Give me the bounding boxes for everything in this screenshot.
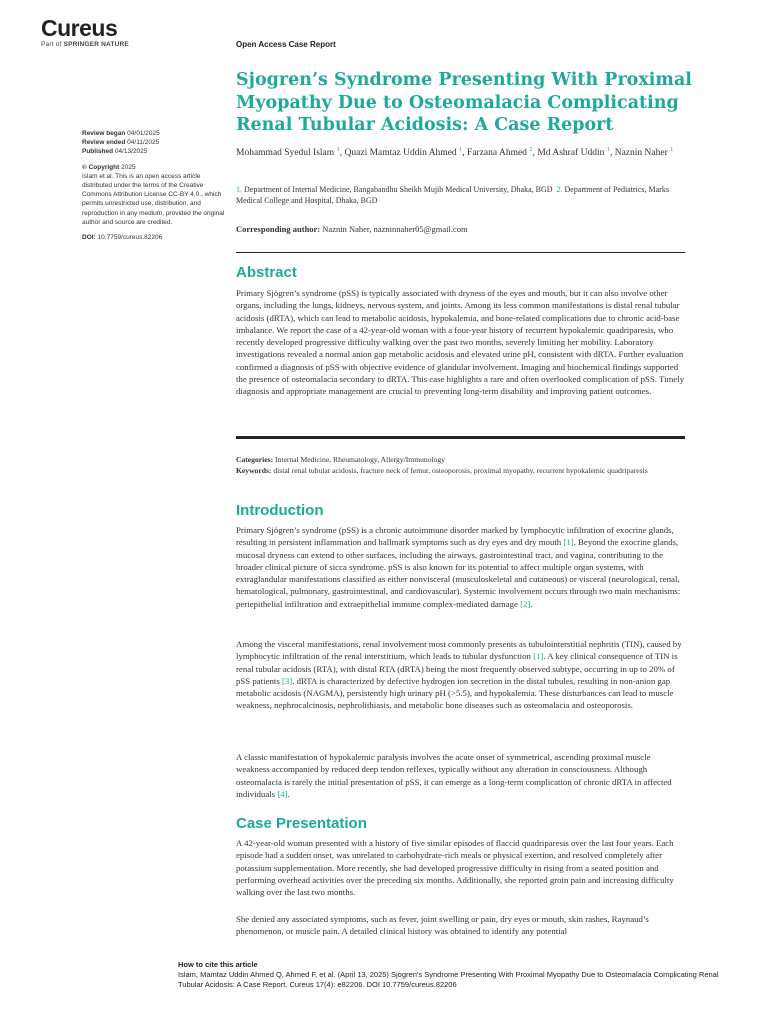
copyright: © Copyright 2025 <box>82 163 136 171</box>
corresponding-author-email[interactable]: Naznin Naher, nazninnaher05@gmail.com <box>322 224 468 234</box>
reference-link[interactable]: [2] <box>520 598 531 609</box>
keywords: Keywords: distal renal tubular acidosis, fracture neck of femur, osteoporosis, proximal myopathy, recurrent hypokalemic quadriparesis <box>236 466 648 475</box>
author[interactable]: Quazi Mamtaz Uddin Ahmed $^1$ <box>344 146 463 159</box>
reference-link[interactable]: [4] <box>277 788 288 799</box>
case-presentation-paragraph-2: She denied any associated symptoms, such as fever, joint swelling or pain, dry eyes or mouth, skin rashes, Raynaud’s phenomenon, or muscle pain. A detailed clinical history was obtained to identify any potential <box>236 914 649 937</box>
author[interactable]: Farzana Ahmed $^2$ <box>467 146 533 159</box>
logo-subtitle: Part of SPRINGER NATURE <box>41 41 129 48</box>
citation-heading: How to cite this article <box>178 960 258 969</box>
author[interactable]: Naznin Naher $^1$ <box>614 146 674 159</box>
article-metadata <box>82 129 227 242</box>
case-presentation-paragraph-1: A 42-year-old woman presented with a history of five similar episodes of flaccid quadriparesis over the last four years. Each episode had a sudden onset, was unrelated to carbohydrate-rich meals or physical exertion, and resolved completely after potassium supplementation. More recently, she had developed progressive difficulty in rising from a seated position and performing overhead activities over the preceding six months. Additionally, she reported groin pain and increasing difficulty walking over the last two months. <box>236 838 674 898</box>
review-began: Review began 04/01/2025 <box>82 130 160 137</box>
published-date: Published 04/13/2025 <box>82 148 148 156</box>
affiliations: 1. Department of Internal Medicine, Bangabandhu Sheikh Mujib Medical University, Dhaka, BGD 2. Department of Pediatrics, Marks Medical College and Hospital, Dhaka, BGD <box>236 185 669 205</box>
journal-logo <box>41 16 129 48</box>
reference-link[interactable]: [1] <box>563 537 574 548</box>
affiliation: Department of Pediatrics, Marks Medical College and Hospital, Dhaka, BGD <box>236 185 669 205</box>
doi: DOI: 10.7759/cureus.82206 <box>82 234 163 242</box>
citation-footer <box>178 960 738 990</box>
report-type: Open Access Case Report <box>236 40 336 49</box>
citation-text: Islam, Mamtaz Uddin Ahmed Q, Ahmed F, et al. (April 13, 2025) Sjogren’s Syndrome Presenting With Proximal Myopathy Due to Osteomalacia Complicating Renal Tubular Acidosis: A Case Report. Cureus 17(4): e82206. DOI 10.7759/cureus.82206 <box>178 970 719 989</box>
divider-thick <box>236 436 685 439</box>
logo-name: Cureus <box>41 15 118 41</box>
categories: Categories: Internal Medicine, Rheumatology, Allergy/Immunology <box>236 455 445 464</box>
article-title: Sjogren’s Syndrome Presenting With Proximal Myopathy Due to Osteomalacia Complicating Renal Tubular Acidosis: A Case Report <box>236 70 692 135</box>
abstract-heading: Abstract <box>236 264 297 281</box>
reference-link[interactable]: [1] <box>533 651 544 662</box>
introduction-paragraph-2: Among the visceral manifestations, renal involvement most commonly presents as tubulointerstitial nephritis (TIN), caused by lymphocytic infiltration of the renal interstitium, which leads to tubular dysfunction [1]. A key clinical consequence of TIN is renal tubular acidosis (RTA), with distal RTA (dRTA) being the most frequently observed subtype, occurring in up to 20% of pSS patients [3]. dRTA is characterized by defective hydrogen ion secretion in the distal tubules, resulting in non-anion gap metabolic acidosis (NAGMA), persistently high urinary pH (>5.5), and hypokalemia. These disturbances can lead to muscle weakness, nephrocalcinosis, nephrolithiasis, and metabolic bone diseases such as osteomalacia and osteoporosis. <box>236 639 682 711</box>
abstract-text: Primary Sjögren’s syndrome (pSS) is typically associated with dryness of the eyes and mouth, but it can also involve other organs, including the lungs, kidneys, nervous system, and joints. Among its less common manifestations is distal renal tubular acidosis (dRTA), which can lead to metabolic acidosis, hypokalemia, and bone-related complications due to chronic acid-base imbalance. We report the case of a 42-year-old woman with a four-year history of recurrent hypokalemic quadriparesis, who recently developed progressive difficulty walking over the past two months, severely limiting her mobility. Laboratory investigations revealed a normal anion gap metabolic acidosis and elevated urine pH, consistent with dRTA. Further evaluation confirmed a diagnosis of pSS with objective evidence of glandular involvement. Imaging and biochemical findings supported the presence of osteomalacia secondary to dRTA. This case highlights a rare and often overlooked complication of pSS. Timely diagnosis and appropriate management are crucial to preventing long-term disability and improving patient outcomes. <box>236 288 685 397</box>
introduction-heading: Introduction <box>236 502 324 519</box>
introduction-paragraph-1: Primary Sjögren’s syndrome (pSS) is a chronic autoimmune disorder marked by lymphocytic infiltration of exocrine glands, resulting in persistent inflammation and hallmark symptoms such as dry eyes and dry mouth [1]. Beyond the exocrine glands, mucosal dryness can extend to other surfaces, including the airways, gastrointestinal tract, and vagina, contributing to the broader clinical picture of sicca syndrome. pSS is also known for its potential to affect multiple organ systems, with extraglandular manifestations classified as either nonvisceral (musculoskeletal and cutaneous) or visceral (neurological, renal, hematological, pulmonary, gastrointestinal, and cardiovascular). Systemic involvement occurs through two main mechanisms: periepithelial infiltration and extraepithelial immune complex-mediated damage [2]. <box>236 525 681 609</box>
author[interactable]: Mohammad Syedul Islam $^1$ <box>236 146 340 159</box>
doi-link[interactable]: 10.7759/cureus.82206 <box>97 234 163 242</box>
corresponding-author: Corresponding author: Naznin Naher, nazninnaher05@gmail.com <box>236 224 468 234</box>
divider <box>236 252 685 253</box>
affiliation: Department of Internal Medicine, Bangabandhu Sheikh Mujib Medical University, Dhaka, BGD <box>244 185 553 194</box>
case-presentation-heading: Case Presentation <box>236 815 367 832</box>
license-text: Islam et al. This is an open access article distributed under the terms of the Creative Commons Attribution License CC-BY 4.0., which permits unrestricted use, distribution, and reproduction in any medium, provided the original author and source are credited. <box>82 172 225 226</box>
review-ended: Review ended 04/11/2025 <box>82 139 160 147</box>
introduction-paragraph-3: A classic manifestation of hypokalemic paralysis involves the acute onset of symmetrical, ascending proximal muscle weakness accompanied by reduced deep tendon reflexes, typically without any alteration in consciousness. Although osteomalacia is rarely the initial presentation of pSS, it can emerge as a long-term complication of chronic dRTA in affected individuals [4]. <box>236 752 672 799</box>
author[interactable]: Md Ashraf Uddin $^1$ <box>537 146 610 159</box>
reference-link[interactable]: [3] <box>281 675 293 686</box>
author-list: Mohammad Syedul Islam $^1$, Quazi Mamtaz Uddin Ahmed $^1$, Farzana Ahmed $^2$, Md Ashraf Uddin $^1$, Naznin Naher $^1$ <box>236 146 674 159</box>
